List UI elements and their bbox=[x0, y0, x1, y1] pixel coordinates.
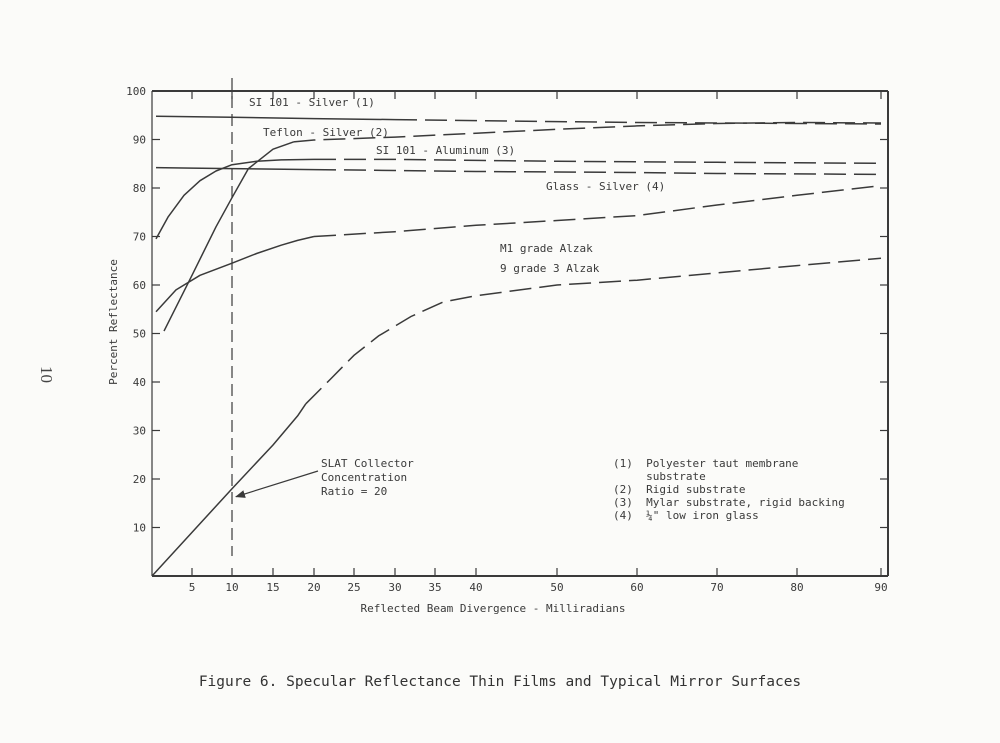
series-line-glass-silver-4-dashed bbox=[314, 170, 881, 175]
series-line-9-grade-3-alzak-dashed bbox=[306, 258, 881, 404]
y-tick-label: 70 bbox=[132, 230, 146, 244]
x-tick-label: 5 bbox=[188, 581, 196, 594]
series-label-9grade3-alzak: 9 grade 3 Alzak bbox=[500, 262, 600, 275]
note-line-2: substrate bbox=[613, 470, 706, 483]
series-line-si-101-aluminum-3-solid bbox=[156, 159, 314, 239]
page-number: 10 bbox=[37, 366, 56, 383]
series-line-9-grade-3-alzak-solid bbox=[152, 404, 306, 576]
series-label-glass-silver: Glass - Silver (4) bbox=[546, 180, 666, 193]
x-tick-label: 90 bbox=[874, 581, 888, 594]
note-line-4: (3) Mylar substrate, rigid backing bbox=[613, 496, 845, 509]
y-tick-label: 60 bbox=[132, 279, 146, 292]
x-tick-label: 15 bbox=[266, 581, 280, 594]
series-label-m1-alzak: M1 grade Alzak bbox=[500, 242, 593, 255]
x-tick-label: 10 bbox=[225, 581, 239, 594]
x-tick-label: 50 bbox=[550, 581, 564, 594]
series-label-teflon-silver: Teflon - Silver (2) bbox=[263, 126, 389, 139]
annotation-line-2: Concentration bbox=[321, 471, 408, 484]
x-tick-label: 60 bbox=[630, 581, 644, 594]
x-tick-label: 30 bbox=[388, 581, 402, 594]
y-tick-label: 30 bbox=[132, 424, 146, 438]
y-tick-label: 40 bbox=[132, 376, 146, 389]
y-tick-label: 80 bbox=[132, 182, 146, 195]
y-tick-label: 50 bbox=[132, 327, 146, 341]
reference-line-group bbox=[232, 78, 318, 556]
series-line-m1-grade-alzak-dashed bbox=[314, 186, 881, 237]
series-line-si-101-aluminum-3-dashed bbox=[314, 159, 881, 163]
x-tick-label: 70 bbox=[710, 581, 724, 594]
y-tick-label: 100 bbox=[126, 85, 146, 98]
annotation-line-1: SLAT Collector bbox=[321, 457, 414, 470]
x-tick-label: 25 bbox=[347, 581, 361, 594]
note-line-5: (4) ¼" low iron glass bbox=[613, 509, 759, 522]
figure-caption: Figure 6. Specular Reflectance Thin Films and Typical Mirror Surfaces bbox=[198, 674, 802, 690]
series-label-si101-aluminum: SI 101 - Aluminum (3) bbox=[376, 144, 516, 157]
x-tick-label: 20 bbox=[307, 581, 321, 594]
note-line-3: (2) Rigid substrate bbox=[613, 483, 746, 496]
y-axis-label: Percent Reflectance bbox=[107, 259, 120, 385]
x-tick-label: 40 bbox=[469, 581, 483, 594]
series-label-si101-silver: SI 101 - Silver (1) bbox=[249, 96, 375, 109]
annotation-line-3: Ratio = 20 bbox=[321, 485, 388, 498]
y-tick-label: 20 bbox=[132, 473, 146, 486]
note-line-1: (1) Polyester taut membrane bbox=[613, 457, 799, 470]
series-line-si-101-silver-1-dashed bbox=[395, 120, 881, 124]
series-line-teflon-silver-2-solid bbox=[164, 142, 294, 331]
series-line-glass-silver-4-solid bbox=[156, 168, 314, 170]
annotation-arrow bbox=[236, 471, 318, 497]
y-tick-label: 90 bbox=[132, 133, 146, 147]
series-line-si-101-silver-1-solid bbox=[156, 116, 395, 119]
y-tick-label: 10 bbox=[132, 521, 146, 535]
x-tick-label: 35 bbox=[428, 581, 442, 594]
x-axis-label: Reflected Beam Divergence - Milliradians bbox=[360, 602, 626, 615]
x-tick-label: 80 bbox=[790, 581, 804, 594]
